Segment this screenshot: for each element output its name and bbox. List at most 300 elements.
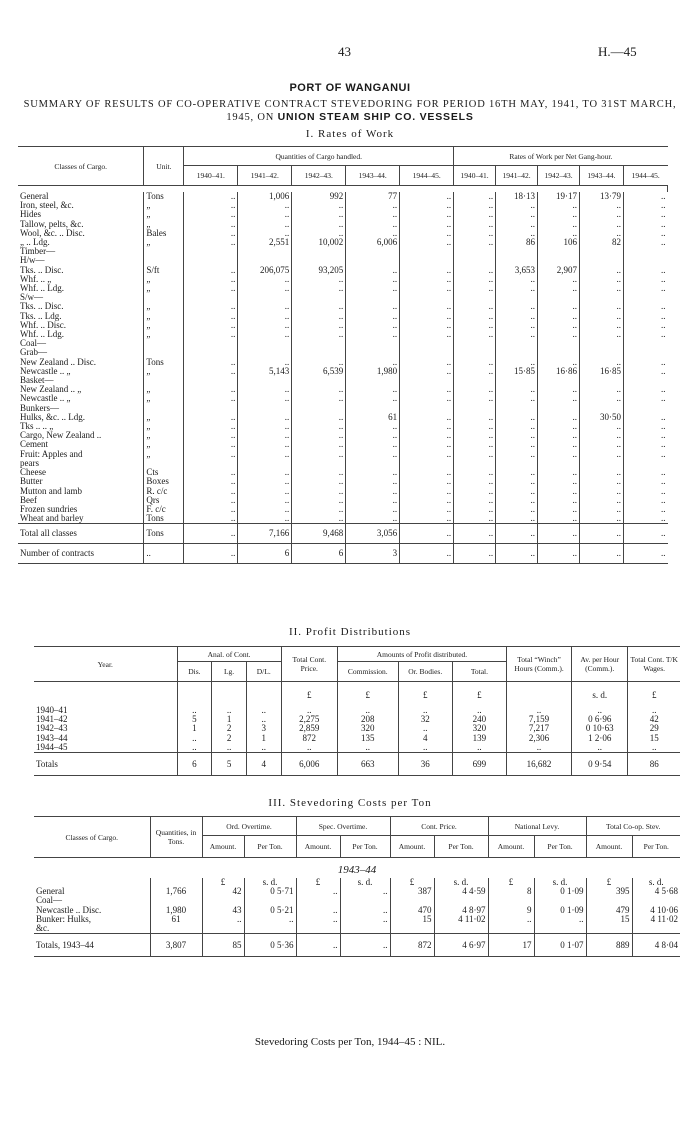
cost-value-cell: 4 4·59: [434, 887, 488, 896]
cargo-class: General: [18, 192, 144, 201]
dis-cell: ..: [177, 706, 212, 715]
rate-cell: 82: [580, 238, 624, 247]
cost-qty-cell: 1,766: [150, 887, 202, 896]
company-name: UNION STEAM SHIP CO. VESSELS: [277, 111, 474, 123]
rate-cell: [496, 339, 538, 348]
cargo-class: Basket—: [18, 376, 144, 385]
quantity-cell: 93,205: [292, 266, 346, 275]
col-tk-wages: Total Cont. T/K Wages.: [628, 647, 680, 682]
rate-cell: ..: [580, 229, 624, 238]
cargo-class: New Zealand .. Disc.: [18, 358, 144, 367]
cost-unit-label: s. d.: [244, 878, 296, 887]
rate-cell: [496, 293, 538, 302]
quantity-cell: ..: [238, 201, 292, 210]
cargo-row: [18, 229, 668, 238]
quantity-cell: ..: [400, 385, 454, 394]
rate-cell: [496, 376, 538, 385]
cargo-unit: „: [144, 220, 184, 229]
cost-value-cell: [202, 896, 244, 905]
quantity-cell: ..: [184, 394, 238, 403]
rate-cell: ..: [580, 358, 624, 367]
cargo-class: Newcastle .. „: [18, 367, 144, 376]
cost-value-cell: [244, 896, 296, 905]
avg-cell: ..: [572, 706, 628, 715]
cargo-row: [18, 459, 668, 468]
quantity-cell: ..: [292, 358, 346, 367]
cost-row: [34, 924, 680, 934]
rate-cell: [538, 459, 580, 468]
quantity-cell: [400, 348, 454, 357]
hrs-cell: 7,217: [507, 724, 572, 733]
cargo-unit: Tons: [144, 514, 184, 524]
cost-value-cell: [340, 896, 390, 905]
rate-cell: ..: [454, 210, 496, 219]
rate-cell: ..: [454, 220, 496, 229]
rate-cell: ..: [496, 321, 538, 330]
quantity-cell: 3,056: [346, 524, 400, 544]
quantity-cell: ..: [238, 302, 292, 311]
quantity-cell: ..: [292, 496, 346, 505]
quantity-cell: 6,539: [292, 367, 346, 376]
rate-cell: ..: [496, 284, 538, 293]
quantity-cell: [184, 459, 238, 468]
rate-year-header: 1942–43.: [538, 166, 580, 186]
rate-cell: ..: [496, 201, 538, 210]
profit-totals-row: [34, 753, 680, 776]
rate-cell: ..: [496, 440, 538, 449]
cargo-class: Tks. .. Ldg.: [18, 312, 144, 321]
rate-cell: ..: [496, 450, 538, 459]
cost-value-cell: 479: [586, 906, 632, 915]
quantity-cell: ..: [346, 266, 400, 275]
rate-cell: ..: [580, 210, 624, 219]
quantity-cell: ..: [400, 321, 454, 330]
cost-value-cell: ..: [488, 915, 534, 924]
quantity-cell: ..: [346, 201, 400, 210]
col-rates: Rates of Work per Net Gang-hour.: [454, 147, 668, 166]
quantity-cell: ..: [292, 210, 346, 219]
comm-cell: ..: [337, 706, 398, 715]
cargo-class: Cheese: [18, 468, 144, 477]
quantity-cell: [292, 293, 346, 302]
rate-cell: ..: [580, 330, 624, 339]
quantity-cell: ..: [238, 496, 292, 505]
cargo-row: [18, 330, 668, 339]
total-row: [18, 524, 668, 544]
rate-year-header: 1940–41.: [454, 166, 496, 186]
cargo-unit: Bales: [144, 229, 184, 238]
cargo-unit: „: [144, 275, 184, 284]
quantity-cell: ..: [238, 505, 292, 514]
cost-value-cell: ..: [296, 887, 340, 896]
quantity-cell: ..: [292, 468, 346, 477]
rate-cell: ..: [496, 505, 538, 514]
cost-value-cell: 43: [202, 906, 244, 915]
cost-unit-label: s. d.: [434, 878, 488, 887]
wag-cell: 86: [649, 759, 659, 770]
cargo-row: [18, 440, 668, 449]
quantity-cell: 77: [346, 192, 400, 201]
cargo-class: Hides: [18, 210, 144, 219]
cargo-class: Newcastle .. „: [18, 394, 144, 403]
quantity-cell: [400, 293, 454, 302]
cargo-unit: „: [144, 413, 184, 422]
quantity-cell: ..: [400, 330, 454, 339]
col-total: Total.: [452, 662, 506, 682]
rate-cell: ..: [538, 321, 580, 330]
rate-cell: ..: [580, 422, 624, 431]
rate-cell: ..: [454, 431, 496, 440]
rate-cell: ..: [661, 330, 666, 340]
quantity-cell: ..: [238, 284, 292, 293]
cargo-unit: „: [144, 440, 184, 449]
quantity-cell: ..: [184, 422, 238, 431]
cost-group-header: Total Co-op. Stev.: [586, 817, 680, 836]
col-lg: Lg.: [212, 662, 247, 682]
cargo-row: [18, 321, 668, 330]
quantity-cell: ..: [400, 201, 454, 210]
quantity-cell: ..: [346, 514, 400, 524]
cargo-row: [18, 505, 668, 514]
cargo-class: Tks .. .. „: [18, 422, 144, 431]
quantity-cell: ..: [292, 220, 346, 229]
cost-value-cell: ..: [340, 934, 390, 957]
rate-cell: 16·85: [580, 367, 624, 376]
quantity-cell: ..: [238, 440, 292, 449]
quantity-cell: [292, 256, 346, 265]
rate-cell: [580, 256, 624, 265]
cargo-unit: [144, 339, 184, 348]
avg-cell: 1 2·06: [572, 734, 628, 743]
quantity-cell: 6: [238, 544, 292, 564]
tot-cell: 320: [452, 724, 506, 733]
cost-group-header: Cont. Price.: [390, 817, 488, 836]
year-label-row: [34, 858, 680, 879]
cargo-unit: „: [144, 330, 184, 339]
rate-cell: [454, 247, 496, 256]
quantity-cell: 1,006: [238, 192, 292, 201]
rate-cell: ..: [538, 514, 580, 524]
cost-value-cell: [632, 896, 680, 905]
quantity-cell: ..: [346, 302, 400, 311]
rate-cell: ..: [538, 201, 580, 210]
rate-cell: [538, 376, 580, 385]
cargo-row: [18, 210, 668, 219]
quantity-cell: [184, 247, 238, 256]
quantity-cell: ..: [184, 468, 238, 477]
cargo-class: Tallow, pelts, &c.: [18, 220, 144, 229]
quantity-cell: ..: [184, 229, 238, 238]
rate-cell: ..: [454, 275, 496, 284]
quantity-cell: ..: [238, 431, 292, 440]
hrs-cell: 16,682: [507, 753, 572, 776]
cost-value-cell: 85: [202, 934, 244, 957]
rate-cell: ..: [661, 504, 666, 514]
col-commission: Commission.: [337, 662, 398, 682]
rate-cell: ..: [454, 477, 496, 486]
rate-cell: ..: [538, 544, 580, 564]
quantity-cell: 6,006: [346, 238, 400, 247]
quantity-cell: ..: [292, 431, 346, 440]
cost-value-cell: [586, 924, 632, 934]
rate-cell: ..: [661, 311, 666, 321]
cargo-unit: „: [144, 450, 184, 459]
profit-row: [34, 706, 680, 715]
cost-value-cell: [434, 924, 488, 934]
col-cost-classes: Classes of Cargo.: [34, 817, 150, 858]
rate-cell: ..: [580, 275, 624, 284]
cost-amount-header: Amount.: [586, 836, 632, 858]
rate-cell: ..: [661, 302, 666, 312]
price-cell: ..: [281, 706, 337, 715]
quantity-cell: ..: [346, 358, 400, 367]
rate-cell: ..: [454, 487, 496, 496]
rate-cell: ..: [454, 496, 496, 505]
cost-class-cell: Bunker: Hulks,: [34, 915, 150, 924]
cost-perton-header: Per Ton.: [340, 836, 390, 858]
cargo-class: Frozen sundries: [18, 505, 144, 514]
quantity-cell: ..: [184, 284, 238, 293]
rate-cell: 16·86: [538, 367, 580, 376]
rate-cell: [538, 348, 580, 357]
rate-cell: 3,653: [496, 266, 538, 275]
quantity-cell: ..: [400, 413, 454, 422]
rate-cell: [538, 293, 580, 302]
cost-group-header: Ord. Overtime.: [202, 817, 296, 836]
cost-class-cell: Totals, 1943–44: [34, 934, 150, 957]
col-year: Year.: [34, 647, 177, 682]
dl-cell: ..: [246, 706, 281, 715]
cost-qty-cell: 3,807: [150, 934, 202, 957]
or-cell: ..: [398, 743, 452, 753]
hrs-cell: 7,159: [507, 715, 572, 724]
cargo-row: [18, 422, 668, 431]
cost-value-cell: [488, 896, 534, 905]
cargo-class: H/w—: [18, 256, 144, 265]
cost-value-cell: [434, 896, 488, 905]
rate-cell: ..: [454, 440, 496, 449]
section-rates-of-work: I. Rates of Work: [305, 128, 395, 140]
cost-value-cell: [390, 896, 434, 905]
rate-cell: ..: [661, 440, 666, 450]
quantity-cell: ..: [346, 284, 400, 293]
quantity-cell: [346, 348, 400, 357]
cargo-unit: S/ft: [144, 266, 184, 275]
quantity-cell: ..: [238, 477, 292, 486]
quantity-cell: ..: [184, 266, 238, 275]
rate-cell: ..: [538, 220, 580, 229]
rate-cell: ..: [580, 496, 624, 505]
cargo-class: S/w—: [18, 293, 144, 302]
quantity-cell: ..: [346, 229, 400, 238]
rate-cell: ..: [496, 220, 538, 229]
quantity-cell: 206,075: [238, 266, 292, 275]
cargo-row: [18, 238, 668, 247]
quantity-cell: 10,002: [292, 238, 346, 247]
quantity-cell: [292, 348, 346, 357]
rate-cell: [538, 256, 580, 265]
quantity-cell: [292, 459, 346, 468]
or-cell: ..: [398, 706, 452, 715]
cost-value-cell: 395: [586, 887, 632, 896]
cost-unit-label: £: [488, 878, 534, 887]
rate-cell: ..: [661, 274, 666, 284]
cargo-unit: „: [144, 431, 184, 440]
rate-cell: [623, 293, 667, 302]
cost-value-cell: ..: [296, 915, 340, 924]
cargo-row: [18, 477, 668, 486]
rate-cell: ..: [661, 449, 666, 459]
quantity-cell: ..: [292, 302, 346, 311]
rate-cell: ..: [454, 201, 496, 210]
hrs-cell: ..: [507, 743, 572, 753]
cargo-row: [18, 266, 668, 275]
rate-cell: ..: [454, 394, 496, 403]
rate-cell: ..: [538, 487, 580, 496]
cargo-unit: „: [144, 302, 184, 311]
cost-row: [34, 906, 680, 915]
quantity-cell: ..: [238, 312, 292, 321]
quantity-cell: ..: [184, 358, 238, 367]
cargo-class: Whf. .. Disc.: [18, 321, 144, 330]
cost-value-cell: [632, 924, 680, 934]
rate-cell: ..: [496, 210, 538, 219]
quantity-cell: [184, 256, 238, 265]
rate-cell: ..: [661, 219, 666, 229]
quantity-cell: 992: [292, 192, 346, 201]
cargo-class: pears: [18, 459, 144, 468]
quantity-cell: ..: [346, 450, 400, 459]
rate-cell: ..: [538, 413, 580, 422]
unit-blank: [34, 878, 150, 887]
tot-cell: 139: [452, 734, 506, 743]
qty-year-header: 1942–43.: [292, 166, 346, 186]
quantity-cell: ..: [184, 505, 238, 514]
wag-cell: ..: [651, 706, 657, 715]
quantity-cell: ..: [400, 312, 454, 321]
year-cell: 1944–45: [34, 743, 177, 753]
quantity-cell: ..: [346, 477, 400, 486]
rate-cell: ..: [496, 358, 538, 367]
cost-qty-cell: 1,980: [150, 906, 202, 915]
hrs-cell: ..: [507, 706, 572, 715]
quantity-cell: ..: [238, 220, 292, 229]
quantity-cell: ..: [346, 385, 400, 394]
cost-value-cell: 4 11·02: [650, 914, 678, 924]
rate-cell: ..: [661, 528, 666, 539]
document-reference: H.—45: [598, 44, 637, 59]
cost-year-label: 1943–44: [337, 864, 377, 876]
cargo-row: [18, 192, 668, 201]
col-dl: D/L.: [246, 662, 281, 682]
quantity-cell: ..: [184, 312, 238, 321]
cargo-class: Whf. .. Ldg.: [18, 330, 144, 339]
cargo-class: Tks. .. Disc.: [18, 302, 144, 311]
cost-amount-header: Amount.: [202, 836, 244, 858]
cost-unit-label: s. d.: [648, 878, 664, 887]
rate-cell: ..: [496, 413, 538, 422]
quantity-cell: ..: [184, 220, 238, 229]
rate-cell: ..: [580, 394, 624, 403]
quantity-cell: [346, 256, 400, 265]
rate-cell: ..: [661, 238, 666, 248]
rate-cell: ..: [496, 229, 538, 238]
quantity-cell: ..: [400, 358, 454, 367]
lg-cell: 2: [212, 734, 247, 743]
lg-cell: 2: [212, 724, 247, 733]
quantity-cell: ..: [400, 367, 454, 376]
cargo-class: Hulks, &c. .. Ldg.: [18, 413, 144, 422]
rate-cell: [496, 348, 538, 357]
cost-unit-label: s. d.: [534, 878, 586, 887]
quantity-cell: [238, 339, 292, 348]
rate-cell: ..: [454, 422, 496, 431]
quantity-cell: [184, 293, 238, 302]
unit-blank: [177, 682, 212, 701]
rate-cell: ..: [496, 394, 538, 403]
cost-value-cell: 4 11·02: [434, 915, 488, 924]
cargo-class: Cargo, New Zealand ..: [18, 431, 144, 440]
rate-cell: ..: [661, 548, 666, 559]
cost-value-cell: 387: [390, 887, 434, 896]
year-cell: Totals: [34, 753, 177, 776]
rate-cell: ..: [538, 275, 580, 284]
quantity-cell: ..: [238, 413, 292, 422]
quantity-cell: [400, 247, 454, 256]
quantity-cell: [400, 256, 454, 265]
dl-cell: 3: [246, 724, 281, 733]
quantity-cell: ..: [292, 312, 346, 321]
cargo-unit: „: [144, 385, 184, 394]
rate-cell: ..: [454, 367, 496, 376]
price-cell: 6,006: [281, 753, 337, 776]
rate-cell: [623, 339, 667, 348]
cost-value-cell: 4 8·97: [434, 906, 488, 915]
cost-value-cell: ..: [340, 915, 390, 924]
price-cell: 2,275: [281, 715, 337, 724]
cost-row: [34, 896, 680, 905]
quantity-cell: [346, 404, 400, 413]
rate-cell: ..: [454, 192, 496, 201]
page-number: 43: [338, 44, 351, 59]
quantity-cell: ..: [292, 385, 346, 394]
cost-group-header: Spec. Overtime.: [296, 817, 390, 836]
cargo-unit: „: [144, 284, 184, 293]
cargo-class: Wheat and barley: [18, 514, 144, 524]
unit-blank: [34, 682, 177, 701]
quantity-cell: ..: [400, 284, 454, 293]
rate-cell: ..: [661, 514, 666, 524]
quantity-cell: ..: [292, 450, 346, 459]
lg-cell: 5: [212, 753, 247, 776]
cargo-row: [18, 201, 668, 210]
rate-cell: [496, 404, 538, 413]
cost-value-cell: 4 10·06: [650, 905, 678, 915]
cost-value-cell: [390, 924, 434, 934]
quantity-cell: [346, 376, 400, 385]
quantity-cell: ..: [346, 440, 400, 449]
rate-cell: [496, 256, 538, 265]
quantity-cell: ..: [238, 385, 292, 394]
rate-cell: [580, 247, 624, 256]
rate-cell: ..: [454, 514, 496, 524]
or-cell: ..: [398, 724, 452, 733]
rate-cell: ..: [580, 431, 624, 440]
qty-year-header: 1943–44.: [346, 166, 400, 186]
rate-cell: ..: [580, 302, 624, 311]
profit-row: [34, 724, 680, 733]
rate-cell: ..: [580, 514, 624, 524]
